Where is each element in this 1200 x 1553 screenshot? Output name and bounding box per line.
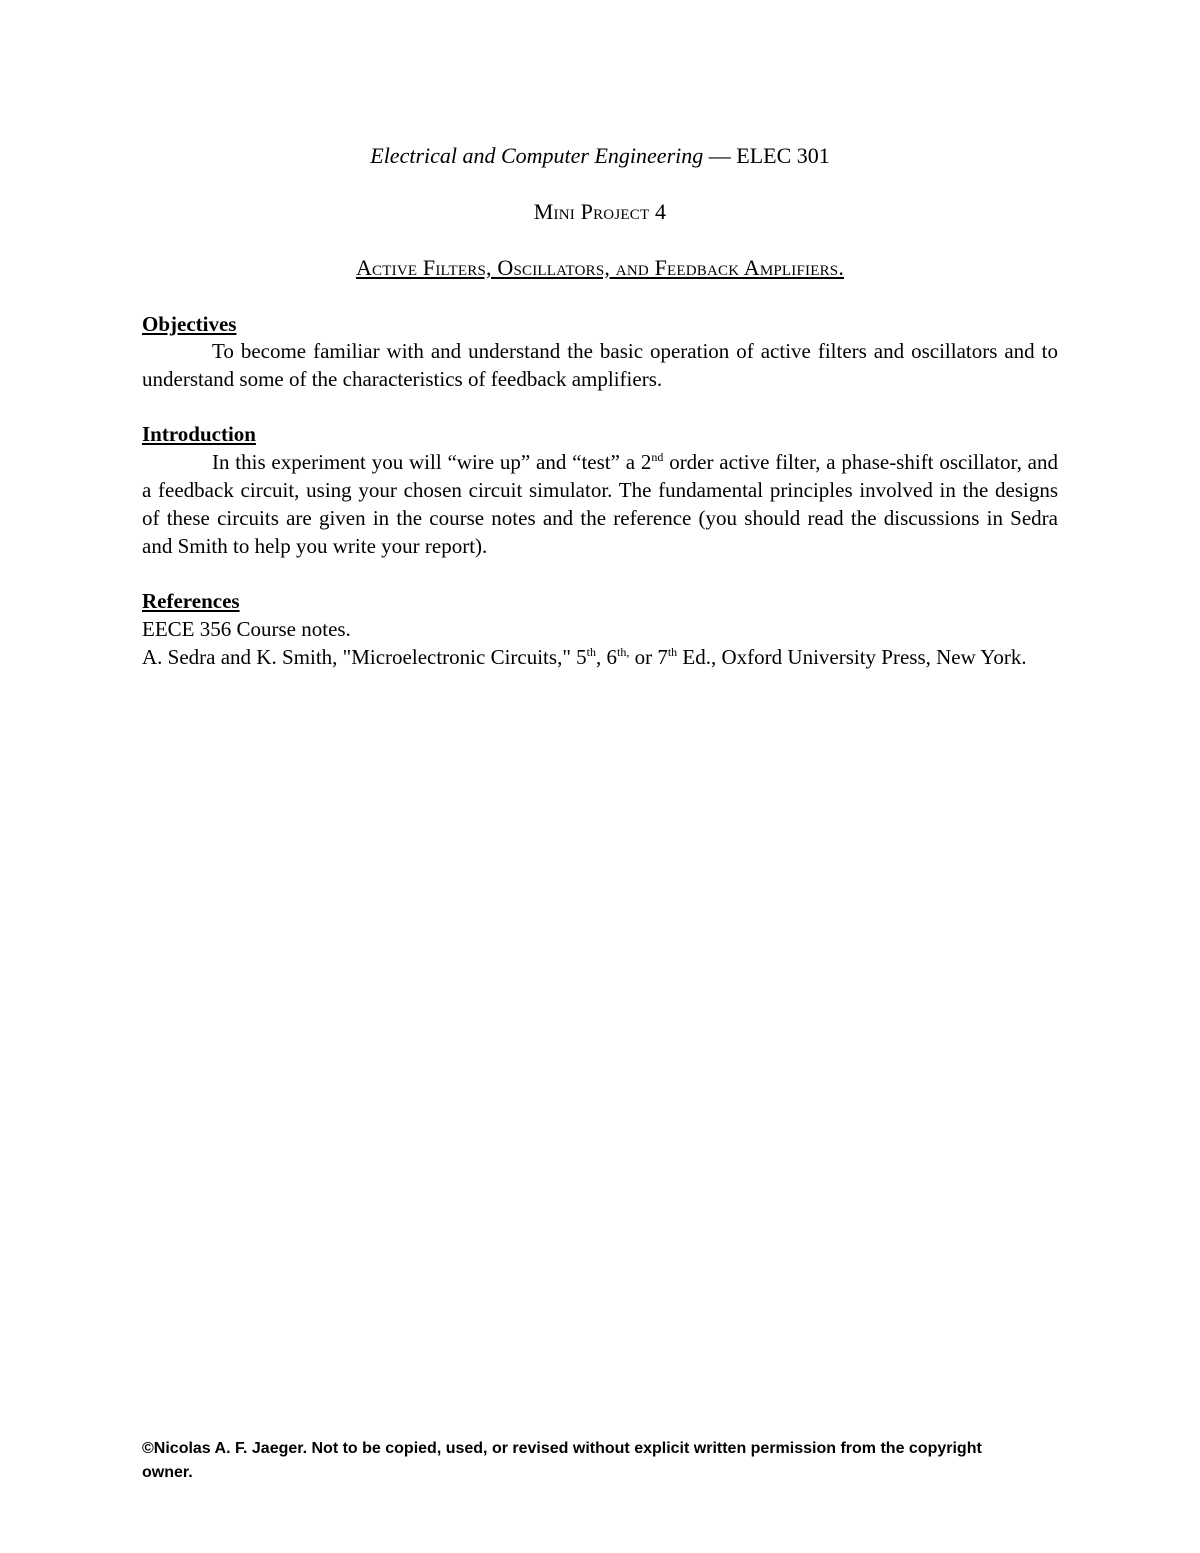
reference-text-b: , 6 <box>595 645 617 669</box>
introduction-paragraph <box>142 448 1058 560</box>
ordinal-superscript: nd <box>651 450 664 464</box>
course-header <box>0 143 1200 169</box>
introduction-text <box>142 448 1058 560</box>
department-name: Electrical and Computer Engineering <box>370 143 704 168</box>
reference-text-a: A. Sedra and K. Smith, "Microelectronic Circuits," 5 <box>142 645 587 669</box>
reference-text-d: Ed., Oxford University Press, New York. <box>677 645 1027 669</box>
reference-text-c: or 7 <box>629 645 668 669</box>
objectives-text: To become familiar with and understand the basic operation of active filters and oscillators and to understand some of the characteristics of feedback amplifiers. <box>142 339 1058 391</box>
document-title-text: Active Filters, Oscillators, and Feedback Amplifiers. <box>355 255 845 280</box>
header-separator: — <box>703 143 737 168</box>
references-list <box>142 615 1058 671</box>
edition-superscript-6: th, <box>616 645 630 659</box>
introduction-heading: Introduction <box>142 422 256 446</box>
reference-item-course-notes: EECE 356 Course notes. <box>142 617 351 641</box>
edition-superscript-7: th <box>667 645 678 659</box>
document-title <box>0 255 1200 281</box>
references-heading: References <box>142 589 240 613</box>
introduction-text-start: In this experiment you will “wire up” and “test” a 2 <box>212 450 652 474</box>
copyright-footer: ©Nicolas A. F. Jaeger. Not to be copied, used, or revised without explicit written permission from the copyright owner. <box>142 1440 982 1481</box>
edition-superscript-5: th <box>586 645 596 659</box>
objectives-paragraph <box>142 337 1058 393</box>
introduction-text-end: order active filter, a phase-shift oscillator, and a feedback circuit, using your chosen circuit simulator. The fundamental principles involved in the designs of these circuits are given in the course notes and the reference (you should read the discussions in Sedra and Smith to help you write your report). <box>142 450 1058 558</box>
objectives-heading: Objectives <box>142 312 237 336</box>
project-number: Mini Project 4 <box>533 199 667 224</box>
reference-item-sedra-smith <box>142 643 1058 671</box>
course-code: ELEC 301 <box>736 143 830 168</box>
